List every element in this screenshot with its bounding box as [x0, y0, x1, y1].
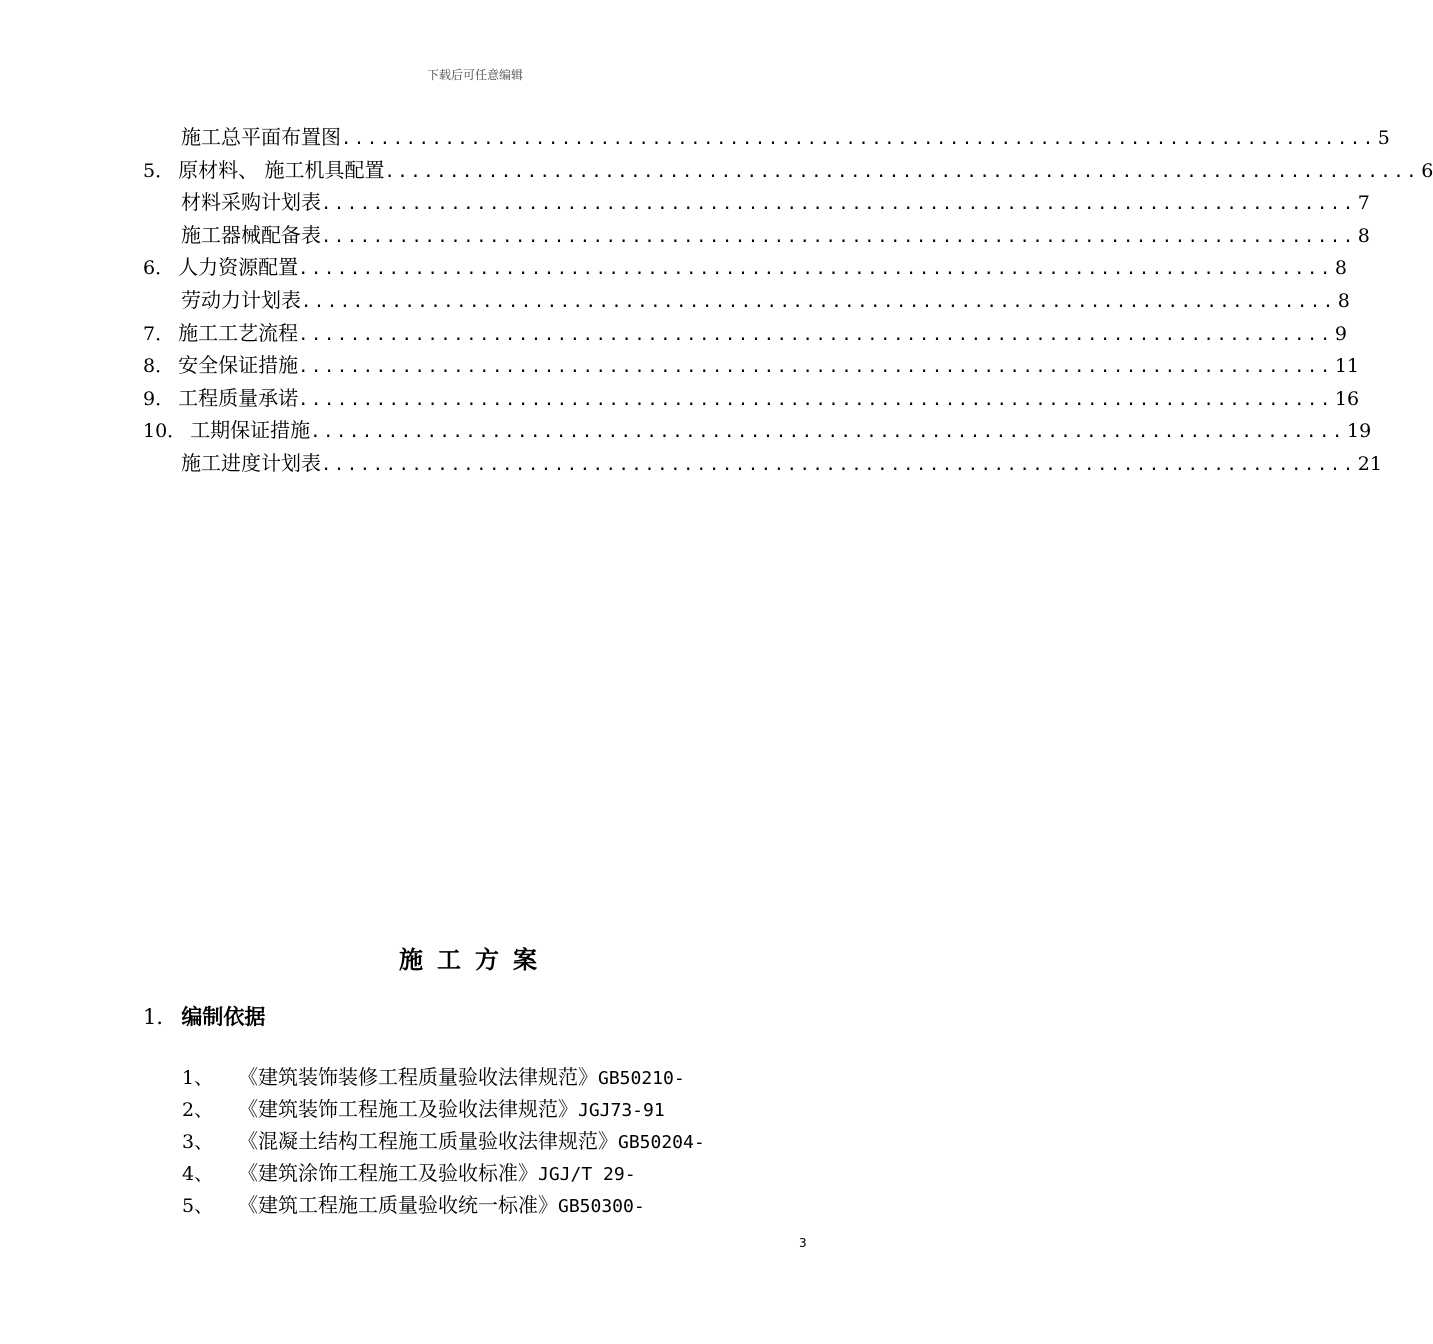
document-title: 施工方案: [399, 946, 551, 974]
reference-title: 《混凝土结构工程施工质量验收法律规范》: [238, 1129, 618, 1153]
toc-entry-title: 施工进度计划表: [181, 450, 321, 475]
toc-entry[interactable]: [143, 154, 1433, 187]
toc-entry-page: 11: [1334, 355, 1360, 378]
table-of-contents: [143, 121, 1433, 480]
section-heading: [143, 1001, 265, 1031]
section-number: 1．: [143, 1005, 178, 1029]
toc-dot-leader: ................................................................................: [341, 129, 1376, 149]
toc-dot-leader: ................................................................................: [298, 324, 1333, 345]
toc-entry[interactable]: [143, 284, 1350, 317]
toc-entry[interactable]: [143, 414, 1372, 447]
toc-entry-page: 5: [1377, 127, 1390, 149]
toc-entry-title: 人力资源配置: [178, 255, 299, 280]
toc-entry-number: 7．: [143, 322, 175, 345]
reference-item: [182, 1061, 705, 1093]
toc-entry-title: 施工器械配备表: [181, 222, 321, 247]
toc-entry-page: 6: [1421, 159, 1433, 182]
toc-dot-leader: ................................................................................: [298, 259, 1333, 280]
reference-index: 2、: [182, 1099, 214, 1121]
toc-dot-leader: ................................................................................: [321, 226, 1356, 247]
toc-entry-number: 6．: [143, 257, 175, 280]
reference-code: GB50210-: [598, 1068, 685, 1089]
toc-entry-title: 工期保证措施: [190, 418, 311, 443]
toc-entry-page: 8: [1357, 224, 1370, 247]
toc-dot-leader: ................................................................................: [298, 357, 1333, 378]
reference-item: [182, 1189, 705, 1221]
toc-entry-page: 19: [1346, 420, 1372, 443]
reference-item: [182, 1157, 705, 1189]
toc-entry[interactable]: [143, 186, 1370, 219]
toc-entry-page: 21: [1357, 452, 1382, 475]
reference-item: [182, 1125, 705, 1157]
toc-entry-number: 10．: [143, 420, 187, 443]
page-number: 3: [799, 1236, 807, 1250]
toc-entry[interactable]: [143, 349, 1360, 382]
toc-entry-page: 8: [1334, 257, 1347, 280]
reference-title: 《建筑涂饰工程施工及验收标准》: [238, 1161, 538, 1185]
reference-title: 《建筑装饰装修工程质量验收法律规范》: [238, 1065, 598, 1089]
reference-index: 5、: [182, 1195, 214, 1217]
toc-entry[interactable]: [143, 121, 1390, 154]
reference-item: [182, 1093, 705, 1125]
toc-entry-title: 施工总平面布置图: [181, 125, 341, 149]
toc-dot-leader: ................................................................................: [384, 161, 1420, 182]
reference-index: 3、: [182, 1131, 214, 1153]
toc-entry-page: 8: [1337, 289, 1350, 312]
toc-dot-leader: ................................................................................: [321, 454, 1356, 475]
toc-entry-number: 8．: [143, 355, 175, 378]
reference-code: JGJ73-91: [578, 1100, 665, 1121]
reference-title: 《建筑工程施工质量验收统一标准》: [238, 1193, 558, 1217]
toc-entry-number: 5．: [143, 159, 175, 182]
toc-dot-leader: ................................................................................: [321, 194, 1356, 215]
toc-dot-leader: ................................................................................: [310, 422, 1345, 443]
toc-entry-page: 7: [1357, 192, 1370, 215]
toc-entry-page: 16: [1334, 387, 1360, 410]
reference-code: GB50300-: [558, 1196, 645, 1217]
reference-code: JGJ/T 29-: [538, 1164, 636, 1185]
toc-entry[interactable]: [143, 317, 1347, 350]
toc-dot-leader: ................................................................................: [301, 291, 1336, 312]
section-title: 编制依据: [181, 1005, 266, 1029]
toc-entry[interactable]: [143, 251, 1347, 284]
reference-list: [182, 1061, 705, 1221]
toc-entry-number: 9．: [143, 387, 175, 410]
toc-dot-leader: ................................................................................: [298, 389, 1333, 410]
page-header-note: 下载后可任意编辑: [426, 68, 523, 82]
toc-entry[interactable]: [143, 219, 1370, 252]
toc-entry[interactable]: [143, 382, 1360, 415]
toc-entry[interactable]: [143, 447, 1382, 480]
toc-entry-title: 原材料、 施工机具配置: [178, 157, 385, 182]
toc-entry-title: 材料采购计划表: [181, 190, 321, 215]
toc-entry-title: 施工工艺流程: [178, 320, 299, 345]
toc-entry-page: 9: [1334, 322, 1347, 345]
reference-title: 《建筑装饰工程施工及验收法律规范》: [238, 1097, 578, 1121]
reference-index: 4、: [182, 1163, 214, 1185]
reference-code: GB50204-: [618, 1132, 705, 1153]
toc-entry-title: 安全保证措施: [178, 353, 299, 378]
toc-entry-title: 工程质量承诺: [178, 385, 299, 410]
toc-entry-title: 劳动力计划表: [181, 287, 301, 312]
reference-index: 1、: [182, 1067, 214, 1089]
